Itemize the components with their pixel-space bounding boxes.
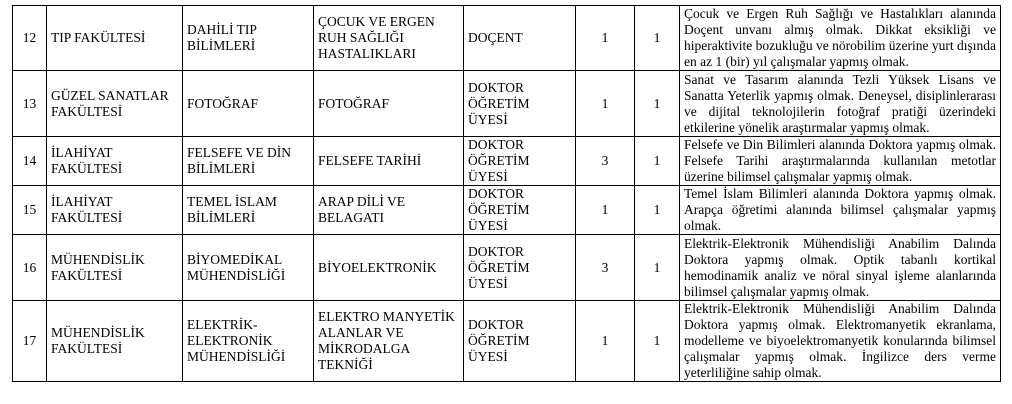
position-count-text: 1 bbox=[601, 30, 609, 45]
title-cell bbox=[464, 6, 576, 71]
requirement-cell bbox=[680, 6, 1001, 71]
department-cell bbox=[183, 6, 314, 71]
secondary-count-text: 1 bbox=[653, 333, 661, 348]
requirement-cell bbox=[680, 71, 1001, 137]
department-cell bbox=[183, 235, 314, 301]
table-row bbox=[13, 186, 1001, 235]
title-cell-text: DOKTOR ÖĞRETİM ÜYESİ bbox=[468, 186, 530, 233]
requirement-cell bbox=[680, 301, 1001, 382]
position-count-text: 3 bbox=[601, 259, 609, 275]
field-cell-text: ELEKTRO MANYETİK ALANLAR VE MİKRODALGA TEKNİĞİ bbox=[318, 309, 455, 372]
faculty-cell bbox=[47, 235, 183, 301]
faculty-cell-text: İLAHİYAT FAKÜLTESİ bbox=[51, 145, 123, 176]
department-cell bbox=[183, 71, 314, 137]
row-number bbox=[13, 71, 47, 137]
table-row bbox=[13, 71, 1001, 137]
requirement-cell-text: Çocuk ve Ergen Ruh Sağlığı ve Hastalıkları alanında Doçent unvanı almış olmak. Dikkat eksikliği ve hiperaktivite bozukluğu ve nörobilim üzerine yurt dışında en az 1 (bir) yıl çalışmalar yapmış olmak. bbox=[684, 6, 996, 69]
field-cell-text: FELSEFE TARİHİ bbox=[318, 153, 422, 168]
position-count bbox=[576, 137, 635, 186]
secondary-count bbox=[635, 71, 680, 137]
table-row bbox=[13, 235, 1001, 301]
title-cell-text: DOKTOR ÖĞRETİM ÜYESİ bbox=[468, 79, 530, 127]
table-row bbox=[13, 137, 1001, 186]
department-cell-text: TEMEL İSLAM BİLİMLERİ bbox=[187, 194, 277, 225]
field-cell-text: ARAP DİLİ VE BELAGATI bbox=[318, 194, 405, 225]
requirement-cell-text: Elektrik-Elektronik Mühendisliği Anabilim Dalında Doktora yapmış olmak. Optik tabanlı kortikal hemodinamik analiz ve nöral sinyal işleme alanlarında bilimsel çalışmalar yapmış olmak. bbox=[684, 235, 996, 299]
department-cell-text: ELEKTRİK-ELEKTRONİK MÜHENDİSLİĞİ bbox=[187, 317, 286, 364]
position-count-text: 1 bbox=[601, 95, 609, 111]
title-cell-text: DOKTOR ÖĞRETİM ÜYESİ bbox=[468, 243, 530, 291]
department-cell bbox=[183, 137, 314, 186]
faculty-cell bbox=[47, 71, 183, 137]
faculty-cell-text: TIP FAKÜLTESİ bbox=[51, 30, 146, 45]
faculty-cell-text: GÜZEL SANATLAR FAKÜLTESİ bbox=[51, 87, 169, 119]
department-cell bbox=[183, 186, 314, 235]
faculty-cell bbox=[47, 6, 183, 71]
faculty-cell bbox=[47, 301, 183, 382]
row-number-text: 13 bbox=[22, 95, 37, 111]
field-cell bbox=[314, 235, 464, 301]
faculty-cell-text: İLAHİYAT FAKÜLTESİ bbox=[51, 194, 123, 225]
field-cell-text: FOTOĞRAF bbox=[318, 95, 390, 111]
title-cell bbox=[464, 137, 576, 186]
requirement-cell bbox=[680, 235, 1001, 301]
field-cell bbox=[314, 71, 464, 137]
title-cell bbox=[464, 71, 576, 137]
secondary-count-text: 1 bbox=[653, 259, 661, 275]
position-count bbox=[576, 301, 635, 382]
row-number bbox=[13, 6, 47, 71]
requirement-cell bbox=[680, 186, 1001, 235]
row-number-text: 14 bbox=[22, 153, 37, 168]
field-cell-text: BİYOELEKTRONİK bbox=[318, 259, 437, 275]
field-cell bbox=[314, 137, 464, 186]
title-cell bbox=[464, 301, 576, 382]
faculty-cell bbox=[47, 137, 183, 186]
position-count-text: 3 bbox=[601, 153, 609, 168]
faculty-cell-text: MÜHENDİSLİK FAKÜLTESİ bbox=[51, 251, 145, 283]
title-cell-text: DOKTOR ÖĞRETİM ÜYESİ bbox=[468, 137, 530, 184]
department-cell-text: DAHİLİ TIP BİLİMLERİ bbox=[187, 22, 257, 53]
row-number bbox=[13, 186, 47, 235]
position-count bbox=[576, 186, 635, 235]
department-cell-text: FELSEFE VE DİN BİLİMLERİ bbox=[187, 145, 292, 176]
secondary-count-text: 1 bbox=[653, 95, 661, 111]
secondary-count-text: 1 bbox=[653, 30, 661, 45]
field-cell-text: ÇOCUK VE ERGEN RUH SAĞLIĞI HASTALIKLARI bbox=[318, 14, 435, 61]
secondary-count-text: 1 bbox=[653, 202, 661, 217]
position-count bbox=[576, 6, 635, 71]
secondary-count bbox=[635, 6, 680, 71]
positions-table bbox=[12, 5, 1001, 382]
title-cell-text: DOÇENT bbox=[468, 30, 523, 45]
field-cell bbox=[314, 186, 464, 235]
requirement-cell-text: Elektrik-Elektronik Mühendisliği Anabilim Dalında Doktora yapmış olmak. Elektromanyetik ekranlama, modelleme ve biyoelektromanyetik konularında bilimsel çalışmalar yapmış olmak. İngilizce ders verme yeterliliğine sahip olmak. bbox=[684, 301, 996, 380]
row-number bbox=[13, 301, 47, 382]
requirement-cell-text: Temel İslam Bilimleri alanında Doktora yapmış olmak. Arapça öğretimi alanında bilimsel çalışmalar yapmış olmak. bbox=[684, 186, 996, 233]
requirement-cell bbox=[680, 137, 1001, 186]
row-number-text: 15 bbox=[22, 202, 37, 217]
requirement-cell-text: Felsefe ve Din Bilimleri alanında Doktora yapmış olmak. Felsefe Tarihi araştırmalarında kullanılan metotlar üzerine bilimsel çalışmalar yapmış olmak. bbox=[684, 137, 996, 184]
field-cell bbox=[314, 6, 464, 71]
row-number-text: 12 bbox=[22, 30, 37, 45]
requirement-cell-text: Sanat ve Tasarım alanında Tezli Yüksek Lisans ve Sanatta Yeterlik yapmış olmak. Deneysel, disiplinlerarası ve dijital teknolojilerin fotoğraf pratiği üzerindeki etkilerine yönelik araştırmalar yapmış olmak. bbox=[684, 71, 996, 135]
title-cell bbox=[464, 186, 576, 235]
faculty-cell bbox=[47, 186, 183, 235]
faculty-cell-text: MÜHENDİSLİK FAKÜLTESİ bbox=[51, 325, 145, 356]
title-cell bbox=[464, 235, 576, 301]
secondary-count-text: 1 bbox=[653, 153, 661, 168]
row-number bbox=[13, 137, 47, 186]
row-number-text: 16 bbox=[22, 259, 37, 275]
department-cell-text: BİYOMEDİKAL MÜHENDİSLİĞİ bbox=[187, 251, 286, 283]
position-count bbox=[576, 235, 635, 301]
department-cell-text: FOTOĞRAF bbox=[187, 95, 259, 111]
secondary-count bbox=[635, 235, 680, 301]
secondary-count bbox=[635, 137, 680, 186]
table-row bbox=[13, 301, 1001, 382]
row-number-text: 17 bbox=[22, 333, 37, 348]
position-count-text: 1 bbox=[601, 333, 609, 348]
row-number bbox=[13, 235, 47, 301]
field-cell bbox=[314, 301, 464, 382]
position-count-text: 1 bbox=[601, 202, 609, 217]
position-count bbox=[576, 71, 635, 137]
secondary-count bbox=[635, 186, 680, 235]
table-row bbox=[13, 6, 1001, 71]
title-cell-text: DOKTOR ÖĞRETİM ÜYESİ bbox=[468, 317, 530, 364]
department-cell bbox=[183, 301, 314, 382]
secondary-count bbox=[635, 301, 680, 382]
